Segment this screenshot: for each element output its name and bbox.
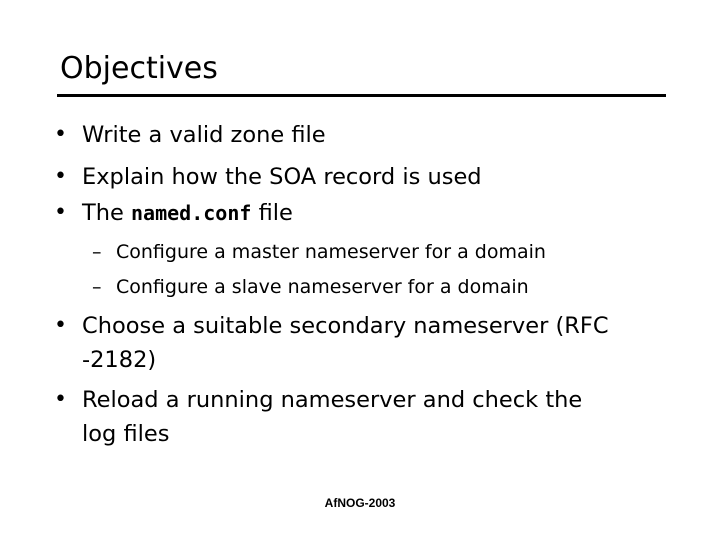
bullet-dot: •: [54, 122, 67, 147]
slide-title: Objectives: [60, 51, 218, 86]
bullet-text-line-2: log files: [82, 421, 170, 447]
bullet-item-1: [54, 118, 326, 152]
bullet-item-4: [54, 309, 609, 377]
bullet-text-suffix: file: [251, 200, 293, 226]
sub-bullet-text: Configure a master nameserver for a domain: [116, 241, 546, 263]
bullet-text: Write a valid zone file: [82, 122, 326, 148]
bullet-text: Explain how the SOA record is used: [82, 164, 482, 190]
bullet-dot: •: [54, 200, 67, 225]
bullet-item-2: [54, 160, 482, 194]
bullet-dot: •: [54, 387, 67, 412]
slide-footer: AfNOG-2003: [324, 496, 396, 510]
sub-bullet-dash: –: [92, 241, 102, 263]
bullet-text-line-1: Reload a running nameserver and check the: [82, 387, 583, 413]
sub-bullet-text: Configure a slave nameserver for a domain: [116, 276, 529, 298]
bullet-text-line-2: -2182): [82, 347, 157, 373]
named-conf-code: named.conf: [131, 201, 252, 225]
sub-bullet-item-2: [92, 274, 529, 300]
bullet-text-prefix: The: [82, 200, 131, 226]
bullet-item-3: [54, 196, 293, 230]
bullet-item-5: [54, 383, 583, 451]
bullet-text-line-1: Choose a suitable secondary nameserver (RFC: [82, 313, 609, 339]
title-underline: [57, 94, 666, 97]
bullet-dot: •: [54, 313, 67, 338]
sub-bullet-dash: –: [92, 276, 102, 298]
sub-bullet-item-1: [92, 239, 546, 265]
bullet-dot: •: [54, 164, 67, 189]
